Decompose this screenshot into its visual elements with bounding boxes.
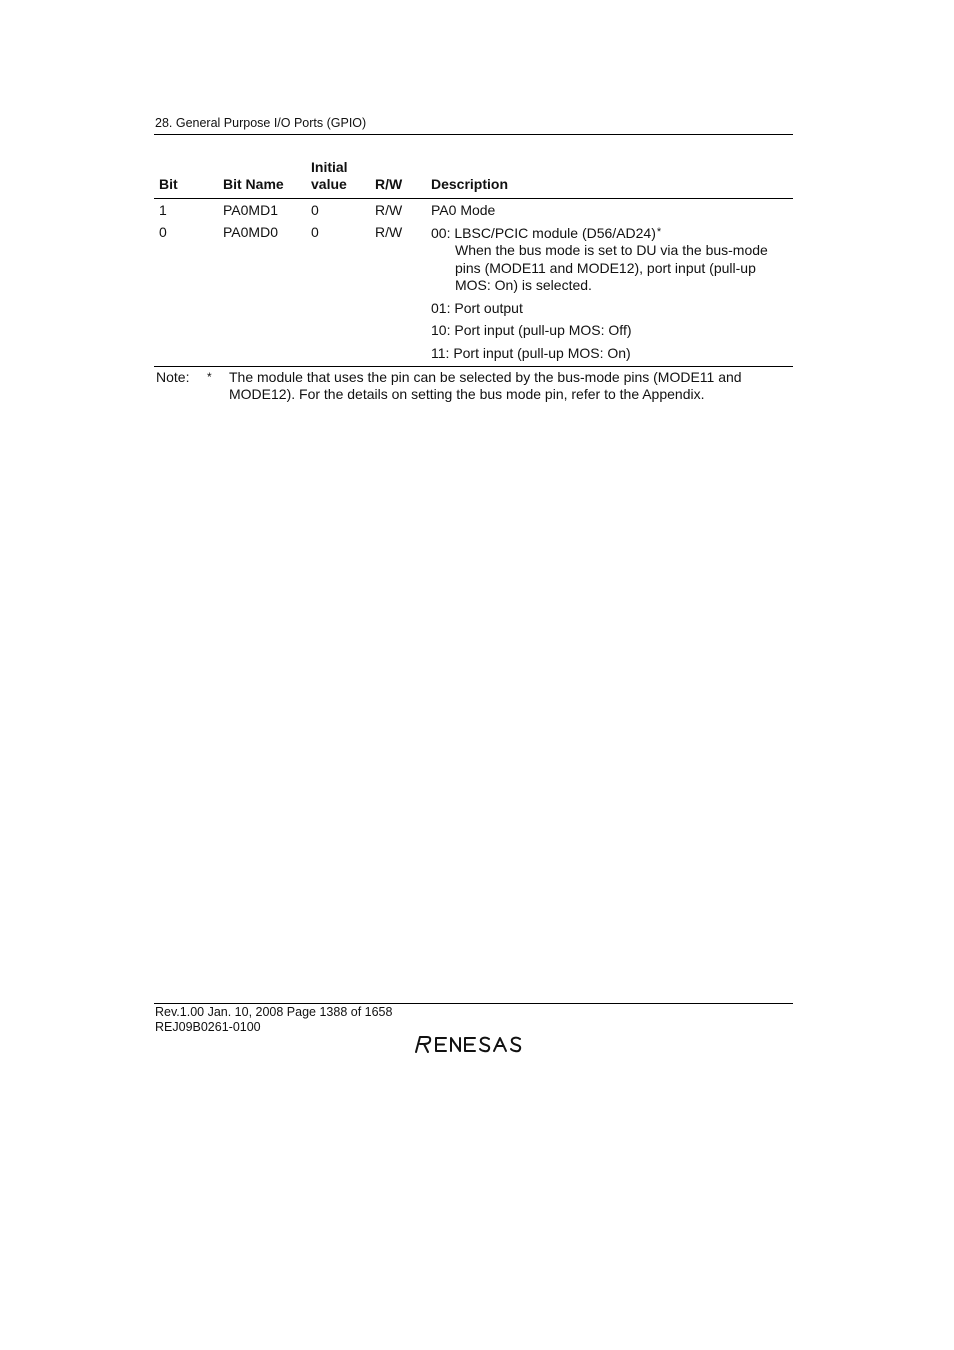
- column-header-rw: R/W: [375, 176, 403, 192]
- cell-initial: 0: [311, 202, 319, 218]
- desc-option-11: 11: Port input (pull-up MOS: On): [431, 345, 631, 361]
- column-header-value: value: [311, 176, 347, 192]
- desc-option-00-detail-3: MOS: On) is selected.: [455, 277, 592, 293]
- desc-option-00-detail-2: pins (MODE11 and MODE12), port input (pull-up: [455, 260, 756, 276]
- desc-option-00: [431, 224, 661, 242]
- desc-option-00-detail-1: When the bus mode is set to DU via the bus-mode: [455, 242, 768, 258]
- table-header-rule: [154, 198, 793, 199]
- footer-rule: [154, 1003, 793, 1004]
- column-header-bit: Bit: [159, 176, 178, 192]
- cell-rw: R/W: [375, 224, 403, 240]
- section-header: 28. General Purpose I/O Ports (GPIO): [155, 116, 367, 130]
- table-bottom-rule: [154, 366, 793, 367]
- note-label: Note:: [156, 369, 190, 385]
- footnote-mark: *: [656, 226, 662, 238]
- cell-bit-name: PA0MD0: [223, 224, 278, 240]
- cell-bit-name: PA0MD1: [223, 202, 278, 218]
- column-header-description: Description: [431, 176, 509, 192]
- note-line-1: The module that uses the pin can be selected by the bus-mode pins (MODE11 and: [229, 369, 742, 385]
- note-line-2: MODE12). For the details on setting the bus mode pin, refer to the Appendix.: [229, 386, 705, 402]
- column-header-bit-name: Bit Name: [223, 176, 284, 192]
- cell-initial: 0: [311, 224, 319, 240]
- desc-option-00-text: 00: LBSC/PCIC module (D56/AD24): [431, 225, 656, 241]
- cell-bit: 0: [159, 224, 167, 240]
- header-rule: [154, 134, 793, 135]
- footer-revision: Rev.1.00 Jan. 10, 2008 Page 1388 of 1658: [155, 1005, 393, 1019]
- cell-description: PA0 Mode: [431, 202, 496, 218]
- note-mark: *: [207, 370, 212, 384]
- column-header-initial: Initial: [311, 159, 348, 175]
- desc-option-01: 01: Port output: [431, 300, 523, 316]
- cell-bit: 1: [159, 202, 167, 218]
- desc-option-10: 10: Port input (pull-up MOS: Off): [431, 322, 632, 338]
- cell-rw: R/W: [375, 202, 403, 218]
- renesas-logo: [414, 1034, 534, 1059]
- footer-document-number: REJ09B0261-0100: [155, 1020, 261, 1034]
